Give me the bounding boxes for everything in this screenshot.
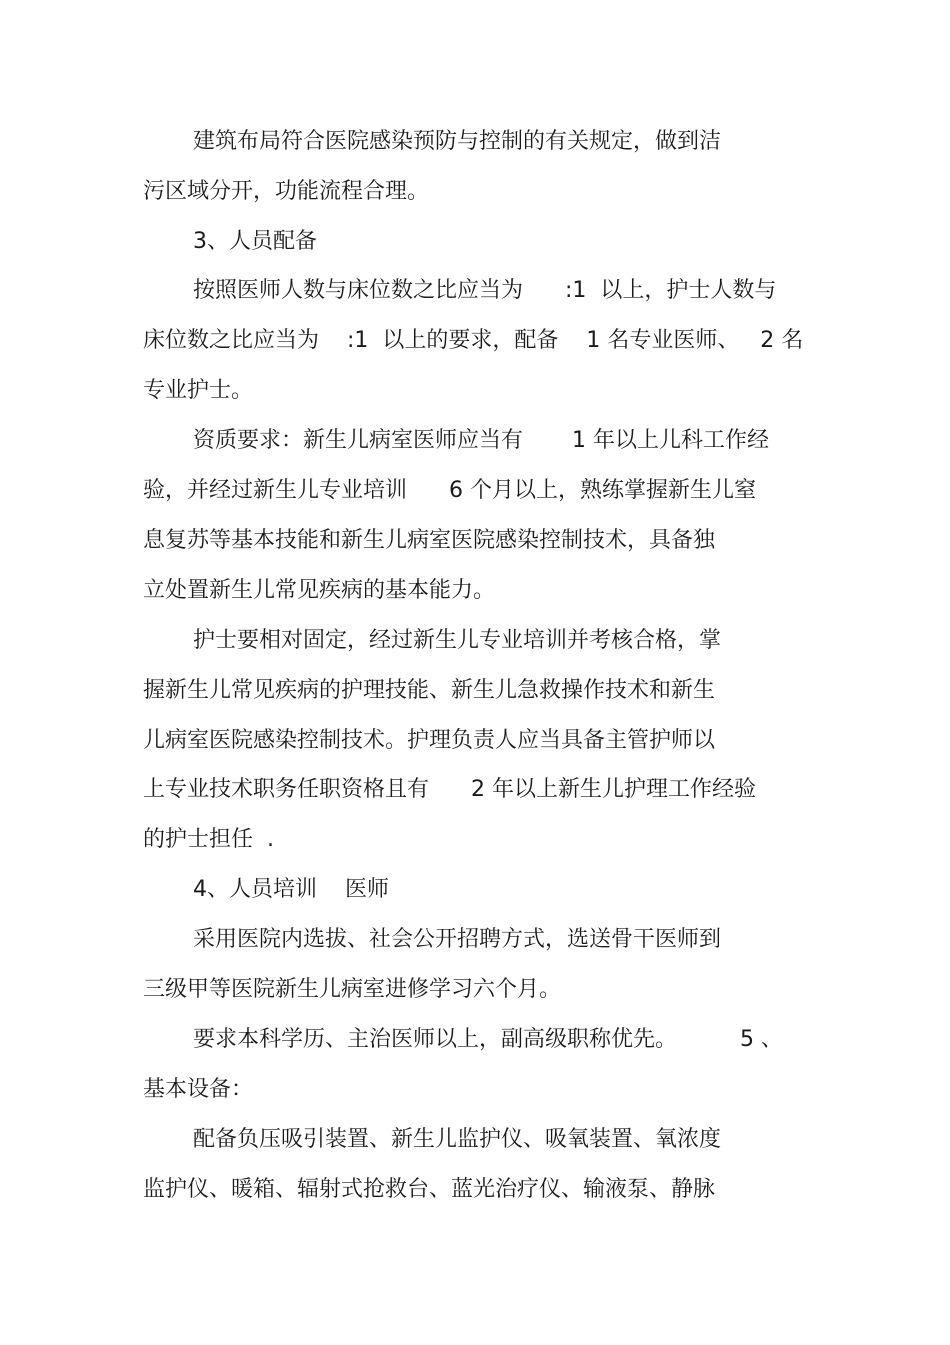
section-heading-equipment: 基本设备： [143, 1077, 254, 1102]
text-line-9: 息复苏等基本技能和新生儿病室医院感染控制技术，具备独 [143, 528, 716, 553]
text-line-19: 要求本科学历、主治医师以上，副高级职称优先。 5 、 [193, 1027, 783, 1052]
text-line-18: 三级甲等医院新生儿病室进修学习六个月。 [143, 977, 562, 1002]
text-line-5: 床位数之比应当为 :1 以上的要求，配备 1 名专业医师、 2 名 [143, 328, 804, 353]
section-heading-staffing: 3、人员配备 [193, 229, 317, 254]
text-line-4: 按照医师人数与床位数之比应当为 :1 以上，护士人数与 [193, 278, 777, 303]
text-line-6: 专业护士。 [143, 378, 254, 403]
text-line-7: 资质要求：新生儿病室医师应当有 1 年以上儿科工作经 [193, 428, 769, 453]
text-line-17: 采用医院内选拔、社会公开招聘方式，选送骨干医师到 [193, 927, 722, 952]
text-line-1: 建筑布局符合医院感染预防与控制的有关规定，做到洁 [193, 129, 722, 154]
text-line-21: 配备负压吸引装置、新生儿监护仪、吸氧装置、氧浓度 [193, 1127, 722, 1152]
text-line-11: 护士要相对固定，经过新生儿专业培训并考核合格，掌 [193, 628, 722, 653]
text-line-8: 验，并经过新生儿专业培训 6 个月以上，熟练掌握新生儿窒 [143, 478, 756, 503]
text-line-22: 监护仪、暖箱、辐射式抢救台、蓝光治疗仪、输液泵、静脉 [143, 1177, 716, 1202]
text-line-2: 污区域分开，功能流程合理。 [143, 179, 430, 204]
text-line-13: 儿病室医院感染控制技术。护理负责人应当具备主管护师以 [143, 728, 716, 753]
text-line-10: 立处置新生儿常见疾病的基本能力。 [143, 578, 496, 603]
section-heading-training: 4、人员培训 医师 [193, 877, 389, 902]
text-line-15: 的护士担任 . [143, 827, 274, 852]
text-line-14: 上专业技术职务任职资格且有 2 年以上新生儿护理工作经验 [143, 777, 756, 802]
text-line-12: 握新生儿常见疾病的护理技能、新生儿急救操作技术和新生 [143, 678, 716, 703]
